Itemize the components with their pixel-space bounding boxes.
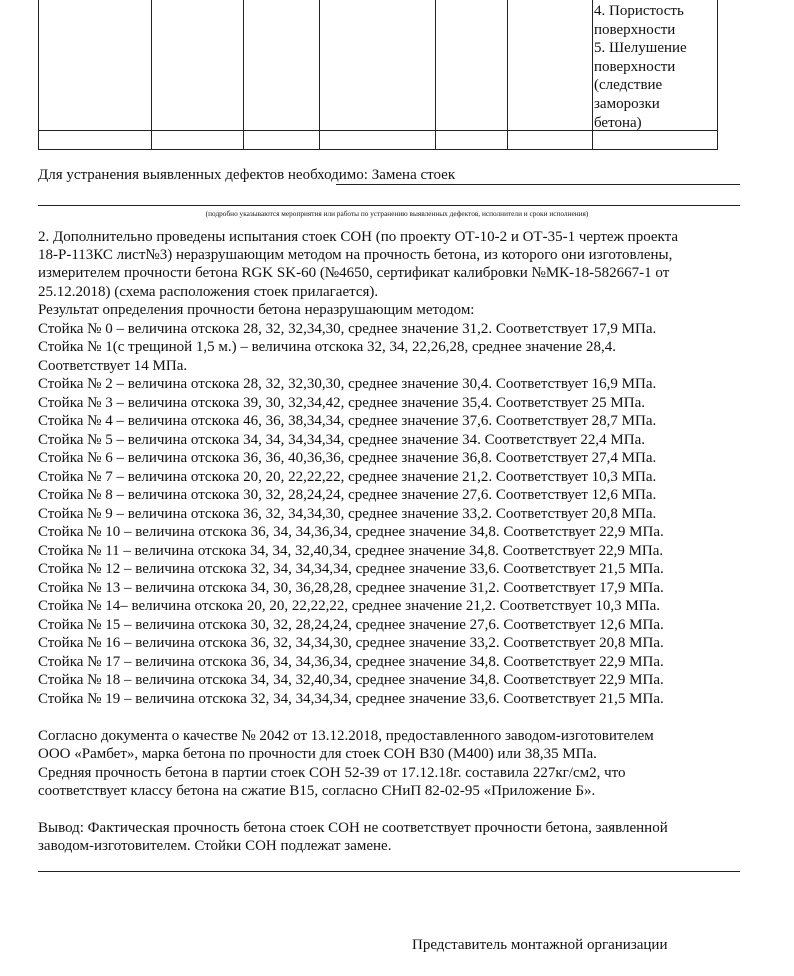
paragraph-line: соответствует классу бетона на сжатие В15, согласно СНиП 82-02-95 «Приложение Б». (38, 783, 596, 799)
table-cell-line: поверхности (594, 21, 676, 38)
table-column-divider (592, 0, 593, 149)
table-column-divider (319, 0, 320, 149)
table-cell-defects-list (594, 2, 714, 132)
measurement-line: Стойка № 4 – величина отскока 46, 36, 38,34,34, среднее значение 37,6. Соответствует 28,7 МПа. (38, 413, 657, 429)
measurement-line: Стойка № 8 – величина отскока 30, 32, 28,24,24, среднее значение 27,6. Соответствует 12,6 МПа. (38, 487, 657, 503)
measurement-line: Стойка № 12 – величина отскока 32, 34, 34,34,34, среднее значение 33,6. Соответствует 21,5 МПа. (38, 561, 664, 577)
measurement-line: Стойка № 0 – величина отскока 28, 32, 32,34,30, среднее значение 31,2. Соответствует 17,9 МПа. (38, 321, 657, 337)
defects-table (38, 0, 718, 150)
paragraph-line: ООО «Рамбет», марка бетона по прочности для стоек СОН В30 (М400) или 38,35 МПа. (38, 746, 597, 762)
table-cell-line: поверхности (594, 58, 676, 75)
conclusion-line: Вывод: Фактическая прочность бетона стоек СОН не соответствует прочности бетона, заявленной (38, 820, 668, 836)
measurement-line: Стойка № 5 – величина отскока 34, 34, 34,34,34, среднее значение 34. Соответствует 22,4 МПа. (38, 432, 645, 448)
measurement-line: Стойка № 19 – величина отскока 32, 34, 34,34,34, среднее значение 33,6. Соответствует 21,5 МПа. (38, 691, 664, 707)
paragraph-line: 25.12.2018) (схема расположения стоек прилагается). (38, 284, 379, 300)
measurement-line: Стойка № 9 – величина отскока 36, 32, 34,34,30, среднее значение 33,2. Соответствует 20,8 МПа. (38, 506, 657, 522)
table-column-divider (151, 0, 152, 149)
table-cell-line: бетона) (594, 114, 642, 131)
table-column-divider (435, 0, 436, 149)
conclusion-line: заводом-изготовителем. Стойки СОН подлежат замене. (38, 838, 392, 854)
measurement-line: Стойка № 2 – величина отскока 28, 32, 32,30,30, среднее значение 30,4. Соответствует 16,9 МПа. (38, 376, 657, 392)
paragraph-line: Результат определения прочности бетона неразрушающим методом: (38, 302, 475, 318)
paragraph-line: измерителем прочности бетона RGK SK-60 (№4650, сертификат калибровки №МК-18-582667-1 от (38, 265, 670, 281)
paragraph-line: 18-Р-113КС лист№3) неразрушающим методом на прочность бетона, из которого они изготовлены, (38, 247, 673, 263)
measurement-line: Стойка № 16 – величина отскока 36, 32, 34,34,30, среднее значение 33,2. Соответствует 20,8 МПа. (38, 635, 664, 651)
measurement-line: Стойка № 18 – величина отскока 34, 34, 32,40,34, среднее значение 34,8. Соответствует 22,9 МПа. (38, 672, 664, 688)
fill-underline (38, 205, 740, 206)
measurement-line: Стойка № 15 – величина отскока 30, 32, 28,24,24, среднее значение 27,6. Соответствует 12,6 МПа. (38, 617, 664, 633)
paragraph-line: Средняя прочность бетона в партии стоек СОН 52-39 от 17.12.18г. составила 227кг/см2, что (38, 765, 626, 781)
measurement-line: Стойка № 11 – величина отскока 34, 34, 32,40,34, среднее значение 34,8. Соответствует 22,9 МПа. (38, 543, 664, 559)
defects-footnote: (подробно указываются мероприятия или работы по устранению выявленных дефектов, исполнители и сроки исполнения) (205, 209, 589, 218)
measurement-line: Стойка № 3 – величина отскока 39, 30, 32,34,42, среднее значение 35,4. Соответствует 25 МПа. (38, 395, 645, 411)
defects-remediation-text: Для устранения выявленных дефектов необходимо: Замена стоек (38, 167, 456, 183)
measurement-line: Стойка № 6 – величина отскока 36, 36, 40,36,36, среднее значение 36,8. Соответствует 27,4 МПа. (38, 450, 657, 466)
measurement-line: Стойка № 13 – величина отскока 34, 30, 36,28,28, среднее значение 31,2. Соответствует 17,9 МПа. (38, 580, 664, 596)
table-column-divider (507, 0, 508, 149)
paragraph-line: Согласно документа о качестве № 2042 от 13.12.2018, предоставленного заводом-изготовителем (38, 728, 654, 744)
measurement-line: Соответствует 14 МПа. (38, 358, 188, 374)
fill-underline (336, 184, 740, 185)
measurement-line: Стойка № 14– величина отскока 20, 20, 22,22,22, среднее значение 21,2. Соответствует 10,3 МПа. (38, 598, 660, 614)
measurement-line: Стойка № 1(с трещиной 1,5 м.) – величина отскока 32, 34, 22,26,28, среднее значение 28,4. (38, 339, 617, 355)
measurement-line: Стойка № 17 – величина отскока 36, 34, 34,36,34, среднее значение 34,8. Соответствует 22,9 МПа. (38, 654, 664, 670)
paragraph-line: 2. Дополнительно проведены испытания стоек СОН (по проекту ОТ-10-2 и ОТ-35-1 чертеж проекта (38, 229, 679, 245)
signature-caption: Представитель монтажной организации (412, 937, 668, 953)
table-cell-line: заморозки (594, 95, 660, 112)
measurement-line: Стойка № 10 – величина отскока 36, 34, 34,36,34, среднее значение 34,8. Соответствует 22,9 МПа. (38, 524, 664, 540)
table-cell-line: 5. Шелушение (594, 40, 687, 57)
measurement-line: Стойка № 7 – величина отскока 20, 20, 22,22,22, среднее значение 21,2. Соответствует 10,3 МПа. (38, 469, 657, 485)
table-cell-line: 4. Пористость (594, 3, 684, 19)
table-column-divider (243, 0, 244, 149)
table-cell-line: (следствие (594, 77, 663, 94)
fill-underline (38, 871, 740, 872)
